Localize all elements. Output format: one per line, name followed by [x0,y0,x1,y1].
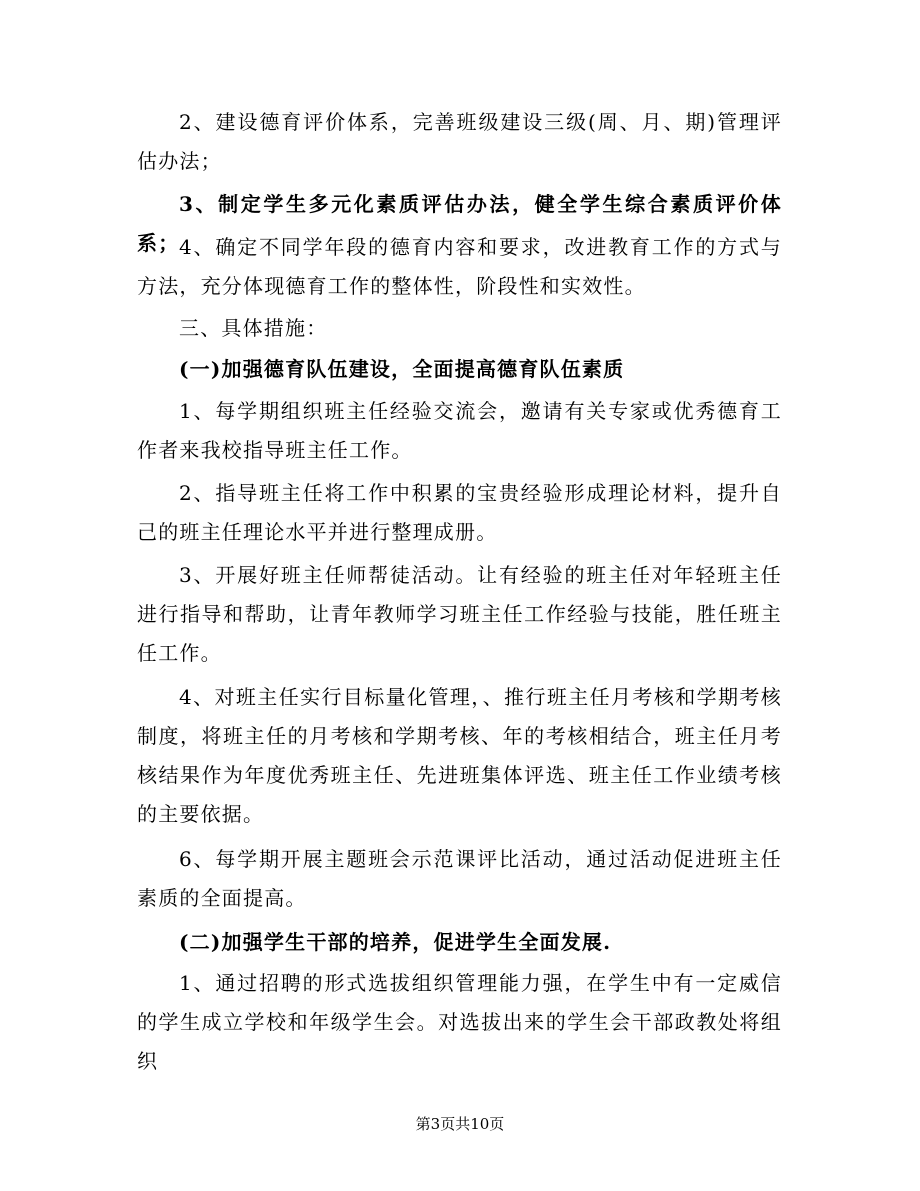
subsection-heading-team-building: (一)加强德育队伍建设，全面提高德育队伍素质 [179,357,625,381]
section-heading-measures: 三、具体措施： [179,316,328,340]
paragraph-theory-materials: 2、指导班主任将工作中积累的宝贵经验形成理论材料，提升自己的班主任理论水平并进行整理成册。 [137,481,782,544]
paragraph-recruitment: 1、通过招聘的形式选拔组织管理能力强，在学生中有一定威信的学生成立学校和年级学生会。对选拔出来的学生会干部政教处将组织 [137,971,782,1073]
paragraph-demo-class: 6、每学期开展主题班会示范课评比活动，通过活动促进班主任素质的全面提高。 [137,847,782,910]
paragraph-evaluation-system: 2、建设德育评价体系，完善班级建设三级(周、月、期)管理评估办法； [137,110,782,173]
paragraph-experience-exchange: 1、每学期组织班主任经验交流会，邀请有关专家或优秀德育工作者来我校指导班主任工作。 [137,399,782,462]
paragraph-quality-assessment: 3、制定学生多元化素质评估办法，健全学生综合素质评价体系； [137,192,782,255]
paragraph-mentoring: 3、开展好班主任师帮徒活动。让有经验的班主任对年轻班主任进行指导和帮助，让青年教师学习班主任工作经验与技能，胜任班主任工作。 [137,563,782,665]
paragraph-moral-content: 4、确定不同学年段的德育内容和要求，改进教育工作的方式与方法，充分体现德育工作的整体性，阶段性和实效性。 [137,235,782,298]
subsection-heading-student-cadres: (二)加强学生干部的培养，促进学生全面发展. [179,930,612,954]
paragraph-quantified-management: 4、对班主任实行目标量化管理，、推行班主任月考核和学期考核制度，将班主任的月考核和学期考核、年的考核相结合，班主任月考核结果作为年度优秀班主任、先进班集体评选、班主任工作业绩考核的主要依据。 [137,685,782,826]
page-number: 第3页共10页 [415,1115,505,1133]
